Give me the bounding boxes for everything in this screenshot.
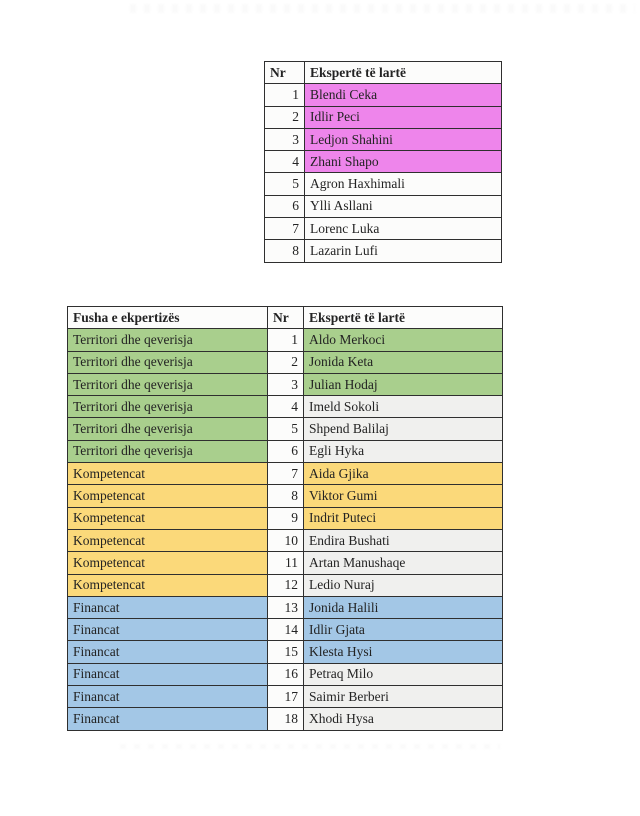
nr-cell: 16	[268, 663, 304, 685]
table-row	[68, 641, 503, 663]
scan-artifact-bottom	[120, 744, 500, 749]
expert-name-cell: Jonida Keta	[304, 351, 503, 373]
nr-cell: 6	[265, 195, 305, 217]
experts-table-bottom	[67, 306, 503, 731]
expert-name-cell: Viktor Gumi	[304, 485, 503, 507]
expert-name-cell: Julian Hodaj	[304, 373, 503, 395]
field-cell: Financat	[68, 641, 268, 663]
field-cell: Territori dhe qeverisja	[68, 329, 268, 351]
field-cell: Financat	[68, 596, 268, 618]
expert-name-cell: Lazarin Lufi	[305, 240, 502, 262]
nr-cell: 11	[268, 552, 304, 574]
nr-cell: 1	[265, 84, 305, 106]
field-cell: Financat	[68, 663, 268, 685]
expert-name-cell: Blendi Ceka	[305, 84, 502, 106]
expert-name-cell: Ledjon Shahini	[305, 128, 502, 150]
table-row	[68, 485, 503, 507]
table-row	[68, 552, 503, 574]
nr-cell: 10	[268, 529, 304, 551]
nr-cell: 7	[265, 218, 305, 240]
nr-cell: 4	[268, 396, 304, 418]
field-cell: Kompetencat	[68, 485, 268, 507]
field-cell: Kompetencat	[68, 574, 268, 596]
nr-cell: 12	[268, 574, 304, 596]
nr-cell: 2	[268, 351, 304, 373]
experts-table-top-body	[265, 84, 502, 262]
expert-name-cell: Endira Bushati	[304, 529, 503, 551]
table-row	[68, 663, 503, 685]
field-cell: Territori dhe qeverisja	[68, 351, 268, 373]
table-row	[68, 529, 503, 551]
field-cell: Kompetencat	[68, 463, 268, 485]
expert-name-cell: Lorenc Luka	[305, 218, 502, 240]
col-header-nr: Nr	[265, 62, 305, 84]
col-header-expert: Ekspertë të lartë	[305, 62, 502, 84]
expert-name-cell: Indrit Puteci	[304, 507, 503, 529]
field-cell: Territori dhe qeverisja	[68, 440, 268, 462]
table-row	[68, 708, 503, 730]
expert-name-cell: Artan Manushaqe	[304, 552, 503, 574]
field-cell: Territori dhe qeverisja	[68, 396, 268, 418]
table-row	[265, 218, 502, 240]
table-row	[68, 396, 503, 418]
experts-table-bottom-header	[68, 307, 503, 329]
expert-name-cell: Idlir Gjata	[304, 619, 503, 641]
expert-name-cell: Egli Hyka	[304, 440, 503, 462]
table-row	[265, 128, 502, 150]
col-header-nr: Nr	[268, 307, 304, 329]
nr-cell: 15	[268, 641, 304, 663]
nr-cell: 3	[268, 373, 304, 395]
nr-cell: 1	[268, 329, 304, 351]
expert-name-cell: Jonida Halili	[304, 596, 503, 618]
nr-cell: 8	[265, 240, 305, 262]
header-row	[265, 62, 502, 84]
table-row	[68, 418, 503, 440]
expert-name-cell: Ylli Asllani	[305, 195, 502, 217]
experts-table-top-header	[265, 62, 502, 84]
table-row	[68, 440, 503, 462]
table-row	[68, 686, 503, 708]
expert-name-cell: Shpend Balilaj	[304, 418, 503, 440]
nr-cell: 3	[265, 128, 305, 150]
header-row	[68, 307, 503, 329]
field-cell: Territori dhe qeverisja	[68, 373, 268, 395]
table-row	[68, 463, 503, 485]
nr-cell: 4	[265, 151, 305, 173]
expert-name-cell: Saimir Berberi	[304, 686, 503, 708]
table-row	[68, 596, 503, 618]
nr-cell: 2	[265, 106, 305, 128]
nr-cell: 6	[268, 440, 304, 462]
experts-table-bottom-body	[68, 329, 503, 730]
table-row	[265, 240, 502, 262]
expert-name-cell: Xhodi Hysa	[304, 708, 503, 730]
expert-name-cell: Agron Haxhimali	[305, 173, 502, 195]
nr-cell: 9	[268, 507, 304, 529]
table-row	[68, 329, 503, 351]
nr-cell: 5	[268, 418, 304, 440]
table-row	[68, 351, 503, 373]
field-cell: Kompetencat	[68, 529, 268, 551]
table-row	[68, 507, 503, 529]
expert-name-cell: Aldo Merkoci	[304, 329, 503, 351]
field-cell: Financat	[68, 619, 268, 641]
expert-name-cell: Petraq Milo	[304, 663, 503, 685]
field-cell: Financat	[68, 686, 268, 708]
expert-name-cell: Zhani Shapo	[305, 151, 502, 173]
table-row	[265, 195, 502, 217]
expert-name-cell: Ledio Nuraj	[304, 574, 503, 596]
nr-cell: 8	[268, 485, 304, 507]
nr-cell: 14	[268, 619, 304, 641]
table-row	[265, 84, 502, 106]
nr-cell: 5	[265, 173, 305, 195]
nr-cell: 17	[268, 686, 304, 708]
field-cell: Kompetencat	[68, 507, 268, 529]
table-row	[265, 151, 502, 173]
experts-table-top	[264, 61, 502, 263]
table-row	[265, 106, 502, 128]
col-header-expert: Ekspertë të lartë	[304, 307, 503, 329]
field-cell: Kompetencat	[68, 552, 268, 574]
nr-cell: 18	[268, 708, 304, 730]
table-row	[68, 574, 503, 596]
scan-artifact-top	[130, 4, 635, 13]
table-row	[68, 373, 503, 395]
field-cell: Financat	[68, 708, 268, 730]
expert-name-cell: Imeld Sokoli	[304, 396, 503, 418]
nr-cell: 7	[268, 463, 304, 485]
expert-name-cell: Idlir Peci	[305, 106, 502, 128]
expert-name-cell: Klesta Hysi	[304, 641, 503, 663]
col-header-field: Fusha e ekpertizës	[68, 307, 268, 329]
field-cell: Territori dhe qeverisja	[68, 418, 268, 440]
expert-name-cell: Aida Gjika	[304, 463, 503, 485]
nr-cell: 13	[268, 596, 304, 618]
table-row	[68, 619, 503, 641]
table-row	[265, 173, 502, 195]
